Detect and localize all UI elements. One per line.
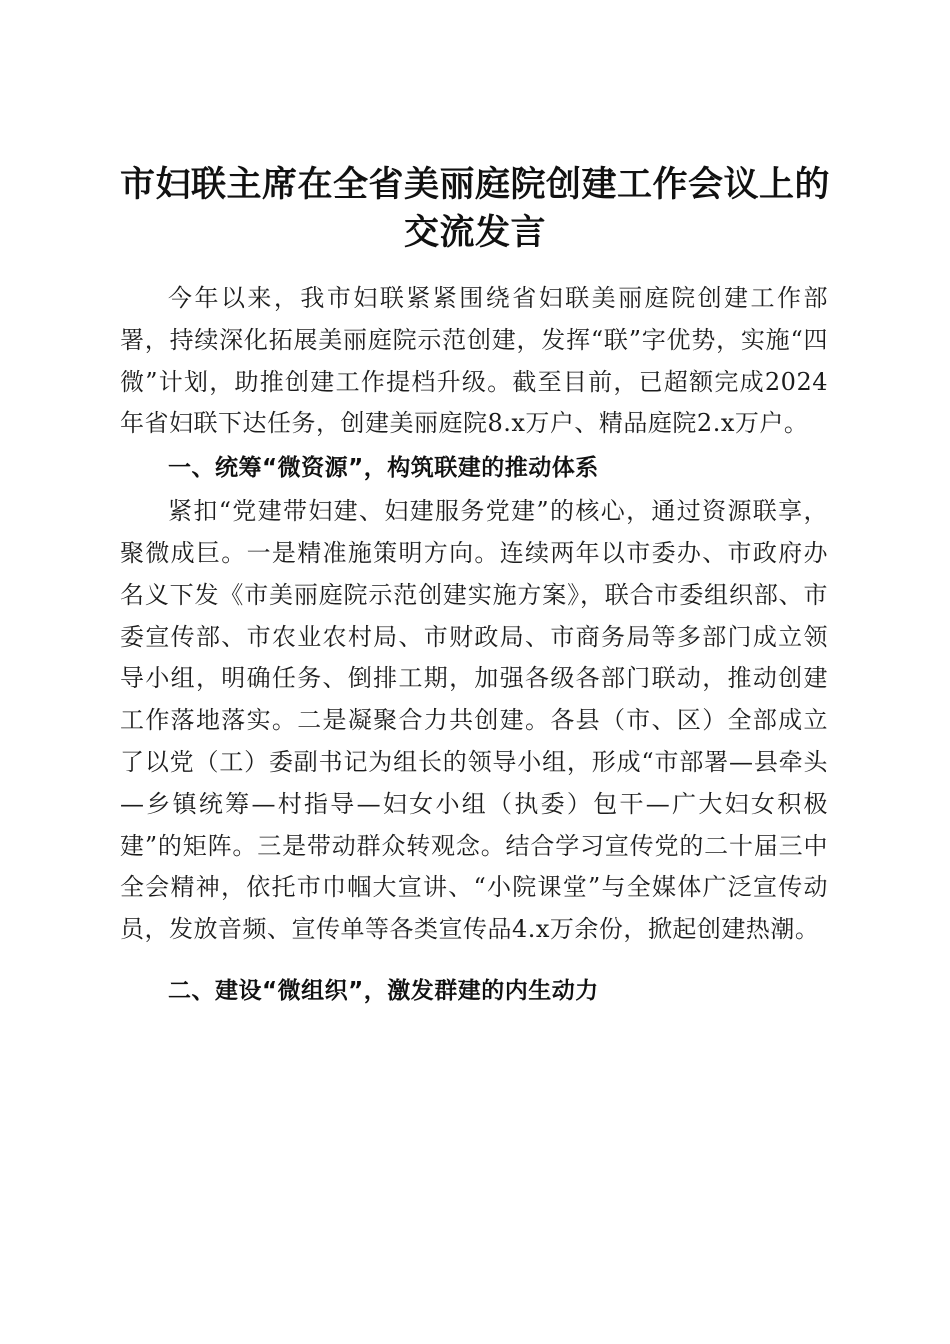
section-heading-1: 一、统筹“微资源”，构筑联建的推动体系 xyxy=(168,455,599,482)
title-line-2: 交流发言 xyxy=(403,212,546,254)
section-paragraph-1: 紧扣“党建带妇建、妇建服务党建”的核心，通过资源联享，聚微成巨。一是精准施策明方向。连续两年以市委办、市政府办名义下发《市美丽庭院示范创建实施方案》，联合市委组织部、市委宣传部、市农业农村局、市财政局、市商务局等多部门成立领导小组，明确任务、倒排工期，加强各级各部门联动，推动创建工作落地落实。二是凝聚合力共创建。各县（市、区）全部成立了以党（工）委副书记为组长的领导小组，形成“市部署—县牵头—乡镇统筹—村指导—妇女小组（执委）包干—广大妇女积极建”的矩阵。三是带动群众转观念。结合学习宣传党的二十届三中全会精神，依托市巾帼大宣讲、“小院课堂”与全媒体广泛宣传动员，发放音频、宣传单等各类宣传品4.x万余份，掀起创建热潮。 xyxy=(120,497,828,944)
title-line-1: 市妇联主席在全省美丽庭院创建工作会议上的 xyxy=(119,164,830,206)
document-body xyxy=(120,278,828,1021)
intro-paragraph: 今年以来，我市妇联紧紧围绕省妇联美丽庭院创建工作部署，持续深化拓展美丽庭院示范创建，发挥“联”字优势，实施“四微”计划，助推创建工作提档升级。截至目前，已超额完成2024年省妇联下达任务，创建美丽庭院8.x万户、精品庭院2.x万户。 xyxy=(120,284,828,438)
document-title xyxy=(100,161,850,257)
section-heading-2: 二、建设“微组织”，激发群建的内生动力 xyxy=(168,977,599,1004)
